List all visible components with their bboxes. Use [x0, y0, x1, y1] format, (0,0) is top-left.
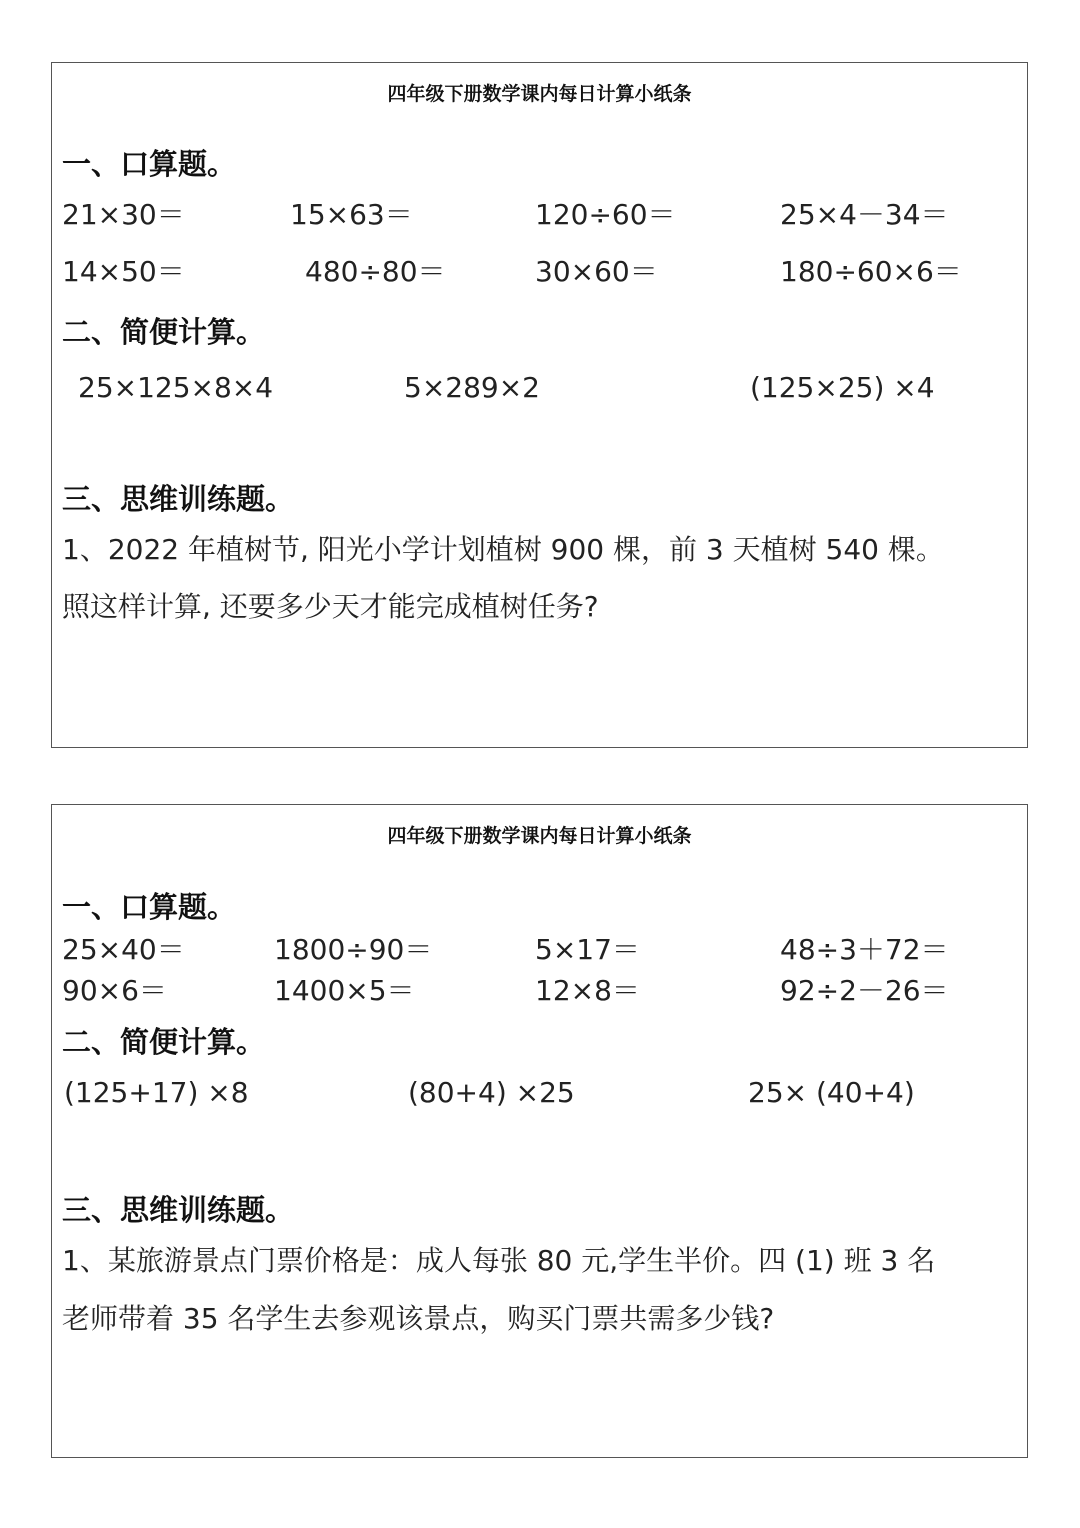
simplified-calc-item: 25× (40+4) [748, 1076, 915, 1109]
mental-math-item: 14×50＝ [62, 255, 185, 288]
card-title: 四年级下册数学课内每日计算小纸条 [387, 825, 692, 847]
mental-math-item: 30×60＝ [535, 255, 658, 288]
section-heading-mental-math: 一、口算题。 [62, 890, 237, 924]
mental-math-item: 12×8＝ [535, 974, 640, 1007]
mental-math-item: 480÷80＝ [305, 255, 446, 288]
worksheet-card-2 [51, 804, 1028, 1458]
simplified-calc-item: (80+4) ×25 [408, 1076, 575, 1109]
mental-math-item: 25×40＝ [62, 933, 185, 966]
section-heading-thinking-practice: 三、思维训练题。 [62, 1193, 295, 1227]
word-problem-line: 1、某旅游景点门票价格是：成人每张 80 元,学生半价。四 (1) 班 3 名 [62, 1244, 936, 1277]
simplified-calc-item: 5×289×2 [404, 371, 540, 404]
section-heading-simplified-calc: 二、简便计算。 [62, 1025, 266, 1059]
simplified-calc-item: (125×25) ×4 [750, 371, 935, 404]
worksheet-card-1 [51, 62, 1028, 748]
word-problem-line: 1、2022 年植树节, 阳光小学计划植树 900 棵，前 3 天植树 540 棵。 [62, 533, 944, 566]
mental-math-item: 1400×5＝ [274, 974, 415, 1007]
word-problem-line: 照这样计算, 还要多少天才能完成植树任务? [62, 590, 599, 623]
mental-math-item: 180÷60×6＝ [780, 255, 962, 288]
section-heading-mental-math: 一、口算题。 [62, 147, 237, 181]
mental-math-item: 90×6＝ [62, 974, 167, 1007]
mental-math-item: 120÷60＝ [535, 198, 676, 231]
mental-math-item: 15×63＝ [290, 198, 413, 231]
mental-math-item: 21×30＝ [62, 198, 185, 231]
simplified-calc-item: (125+17) ×8 [64, 1076, 249, 1109]
mental-math-item: 25×4－34＝ [780, 198, 949, 231]
mental-math-item: 5×17＝ [535, 933, 640, 966]
mental-math-item: 1800÷90＝ [274, 933, 433, 966]
section-heading-simplified-calc: 二、简便计算。 [62, 315, 266, 349]
simplified-calc-item: 25×125×8×4 [78, 371, 274, 404]
card-title: 四年级下册数学课内每日计算小纸条 [387, 83, 692, 105]
mental-math-item: 48÷3＋72＝ [780, 933, 949, 966]
section-heading-thinking-practice: 三、思维训练题。 [62, 482, 295, 516]
mental-math-item: 92÷2－26＝ [780, 974, 949, 1007]
word-problem-line: 老师带着 35 名学生去参观该景点，购买门票共需多少钱? [62, 1302, 775, 1335]
